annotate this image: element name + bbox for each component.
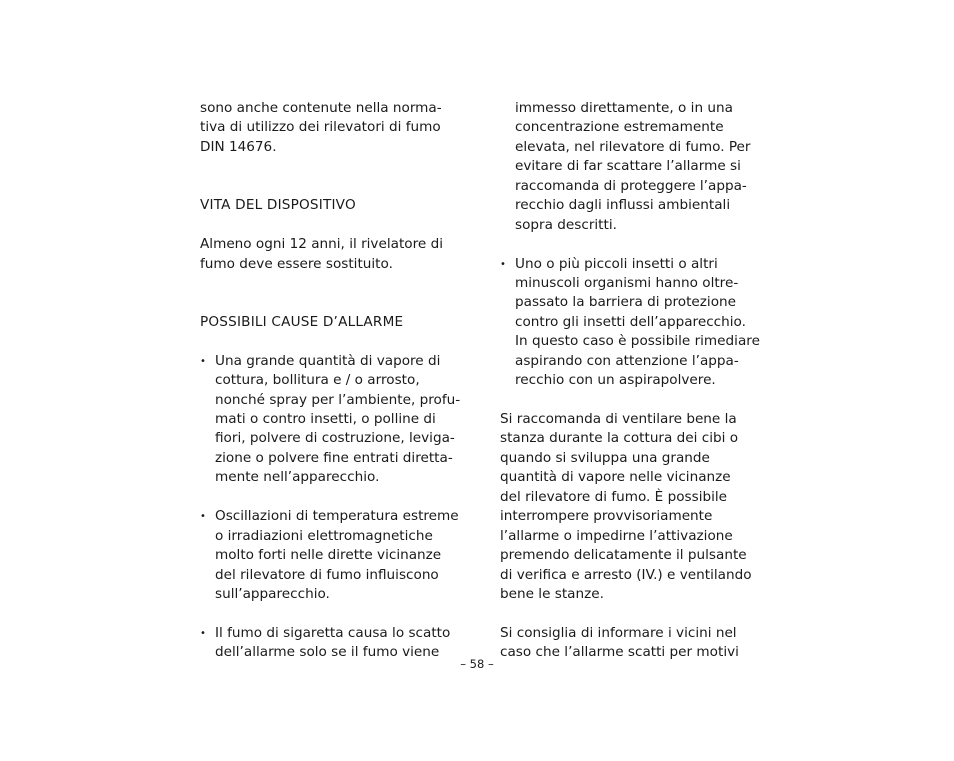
bullet-item-vapor: [200, 352, 470, 488]
text-line: passato la barriera di protezione: [515, 294, 736, 311]
text-line: bene le stanze.: [500, 585, 604, 602]
text-line: elevata, nel rilevatore di fumo. Per: [515, 138, 751, 155]
text-line: minuscoli organismi hanno oltre-: [515, 274, 739, 291]
text-line: interrompere provvisoriamente: [500, 508, 713, 525]
text-line: tiva di utilizzo dei rilevatori di fumo: [200, 119, 441, 136]
text-line: immesso direttamente, o in una: [515, 100, 733, 116]
text-line: • Uno o più piccoli insetti o altri: [515, 255, 718, 272]
paragraph-ventilation: [500, 410, 770, 604]
text-line: molto forti nelle dirette vicinanze: [215, 547, 442, 564]
text-line: del rilevatore di fumo. È possibile: [500, 488, 728, 505]
text-line: recchio con un aspirapolvere.: [515, 372, 716, 389]
text-line: recchio dagli influssi ambientali: [515, 197, 731, 214]
bullet-item-insects: [500, 255, 770, 391]
text-line: quando si sviluppa una grande: [500, 449, 710, 466]
left-column: [200, 99, 470, 663]
text-line: sopra descritti.: [515, 216, 617, 233]
text-line: l’allarme o impedirne l’attivazione: [500, 527, 733, 544]
text-line: • Oscillazioni di temperatura estreme: [215, 508, 459, 525]
text-line: premendo delicatamente il pulsante: [500, 547, 747, 564]
text-line: caso che l’allarme scatti per motivi: [500, 644, 739, 661]
text-line: raccomanda di proteggere l’appa-: [515, 177, 747, 194]
text-line: contro gli insetti dell’apparecchio.: [515, 313, 746, 330]
text-line: mente nell’apparecchio.: [215, 469, 380, 486]
text-line: cottura, bollitura e / o arrosto,: [215, 372, 420, 389]
text-line: o irradiazioni elettromagnetiche: [215, 527, 433, 544]
bullet-item-temperature: [200, 507, 470, 604]
text-line: DIN 14676.: [200, 138, 277, 155]
text-line: sono anche contenute nella norma-: [200, 100, 442, 116]
heading-alarm-causes: POSSIBILI CAUSE D’ALLARME: [200, 313, 404, 330]
text-line: evitare di far scattare l’allarme si: [515, 158, 741, 175]
text-line: • Il fumo di sigaretta causa lo scatto: [215, 624, 451, 641]
text-line: mati o contro insetti, o polline di: [215, 411, 436, 427]
paragraph-replacement: [200, 235, 470, 274]
text-line: Almeno ogni 12 anni, il rivelatore di: [200, 236, 443, 253]
text-line: aspirando con attenzione l’appa-: [515, 352, 739, 369]
text-line: stanza durante la cottura dei cibi o: [500, 430, 739, 447]
text-line: del rilevatore di fumo influiscono: [215, 566, 439, 583]
text-line: • Una grande quantità di vapore di: [215, 352, 441, 369]
page-number: – 58 –: [460, 657, 494, 671]
text-line: In questo caso è possibile rimediare: [515, 333, 760, 350]
text-line: dell’allarme solo se il fumo viene: [215, 644, 440, 661]
bullet-item-cigarette-continued: [500, 99, 770, 235]
paragraph-din-norm: [200, 99, 470, 157]
text-line: sull’apparecchio.: [215, 585, 330, 602]
heading-device-life: VITA DEL DISPOSITIVO: [200, 197, 356, 214]
text-line: di verifica e arresto (IV.) e ventilando: [500, 566, 752, 583]
right-column: [500, 99, 770, 663]
text-line: zione o polvere fine entrati diretta-: [215, 449, 453, 466]
text-line: Si consiglia di informare i vicini nel: [500, 624, 737, 641]
text-line: Si raccomanda di ventilare bene la: [500, 411, 737, 427]
text-line: concentrazione estremamente: [515, 119, 724, 136]
text-line: fiori, polvere di costruzione, leviga-: [215, 430, 455, 447]
text-line: nonché spray per l’ambiente, profu-: [215, 391, 461, 408]
text-line: fumo deve essere sostituito.: [200, 255, 393, 272]
text-line: quantità di vapore nelle vicinanze: [500, 469, 731, 486]
